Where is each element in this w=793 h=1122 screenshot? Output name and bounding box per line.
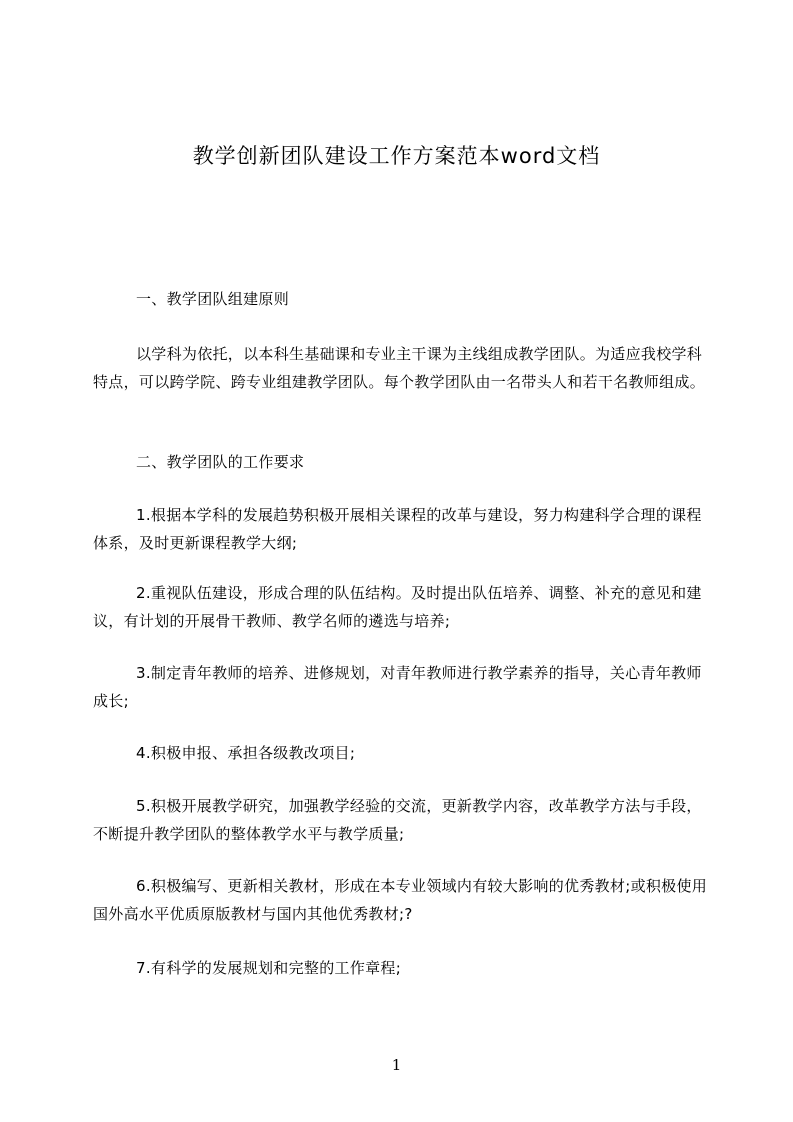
requirement-item-5: 5.积极开展教学研究，加强教学经验的交流，更新教学内容，改革教学方法与手段，不断提升教学团队的整体教学水平与教学质量;	[93, 797, 702, 843]
requirement-item-6: 6.积极编写、更新相关教材，形成在本专业领域内有较大影响的优秀教材;或积极使用国外高水平优质原版教材与国内其他优秀教材;?	[93, 877, 708, 923]
requirement-item-1: 1.根据本学科的发展趋势积极开展相关课程的改革与建设，努力构建科学合理的课程体系，及时更新课程教学大纲;	[93, 506, 702, 552]
section-heading-1: 一、教学团队组建原则	[136, 290, 290, 308]
requirement-item-2: 2.重视队伍建设，形成合理的队伍结构。及时提出队伍培养、调整、补充的意见和建议，有计划的开展骨干教师、教学名师的遴选与培养;	[93, 584, 702, 630]
section-heading-2: 二、教学团队的工作要求	[136, 453, 305, 471]
document-title: 教学创新团队建设工作方案范本word文档	[192, 144, 601, 168]
requirement-item-3: 3.制定青年教师的培养、进修规划，对青年教师进行教学素养的指导，关心青年教师成长;	[93, 664, 702, 710]
paragraph-1: 以学科为依托，以本科生基础课和专业主干课为主线组成教学团队。为适应我校学科特点，可以跨学院、跨专业组建教学团队。每个教学团队由一名带头人和若干名教师组成。	[93, 345, 706, 391]
requirement-item-7: 7.有科学的发展规划和完整的工作章程;	[136, 959, 402, 977]
requirement-item-4: 4.积极申报、承担各级教改项目;	[136, 744, 356, 762]
page-number: 1	[391, 1056, 402, 1074]
